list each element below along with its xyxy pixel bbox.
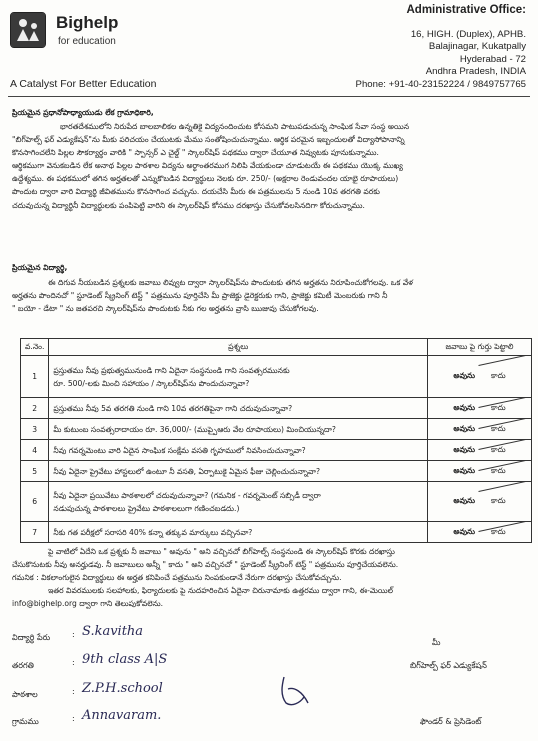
- school-label: పాఠశాల: [12, 690, 38, 699]
- question-line: ప్రస్తుతము నీవు ప్రభుత్వమునుండి గాని ఏదైనా సంస్థనుండి గాని సంవత్సరమునకు: [53, 365, 290, 375]
- note-line: info@bighelp.org ద్వారా గాని తెలుపుకోవలెను.: [12, 599, 164, 609]
- answer-options[interactable]: [428, 440, 532, 461]
- tick-mark: [478, 355, 525, 366]
- column-header-answer: జవాబు పై గుర్తు పెట్టాలి: [428, 339, 532, 356]
- village-label: గ్రామము: [12, 717, 39, 726]
- paragraph-line: ఆర్థికముగా వెనుకబడిన లేక అనాథ పిల్లల పాఠశాల విద్యను అర్థాంతరముగ నిలిపి వేయకుండా చూడుటయే ఈ పథకము యొక్క ముఖ్య: [12, 161, 403, 171]
- paragraph-line: " బయో - డేటా " ను జతపరచి స్కాలర్‌షిప్‌ను పొందుటకు నీకు గల అర్హతను వ్రాసి ఋజువు చేసుకోగలవు.: [12, 304, 319, 314]
- question-line: నీవు ఏదైనా ప్రయివేటు పాఠశాలలో చదువుచున్నావా? (గమనిక - గవర్నమెంట్ సబ్సిడీ ద్వారా: [53, 490, 321, 500]
- office-title: Administrative Office:: [406, 4, 526, 16]
- answer-yes[interactable]: అవును: [453, 371, 476, 380]
- signature: [278, 673, 318, 713]
- question-text: నీకు గత పరీక్షలో సరాసరి 40% కన్నా తక్కువ మార్కులు వచ్చినవా?: [49, 522, 428, 543]
- class-label: తరగతి: [12, 661, 34, 670]
- office-phone: Phone: +91-40-23152224 / 9849757765: [355, 78, 526, 90]
- salutation-headmaster: ప్రియమైన ప్రధానోపాధ్యాయుడు లేక గ్రామాధికారి,: [12, 108, 154, 117]
- answer-options[interactable]: [428, 482, 532, 522]
- paragraph-line: భారతదేశములోని నిరుపేద బాలబాలికల ఉన్నతికై విద్యనందించుట కోసమని పాటుపడుచున్న సాంఘిక సేవా సంస్థ అయిన: [60, 122, 410, 131]
- answer-no[interactable]: కాదు: [491, 371, 506, 380]
- paragraph-line: పొందుట ద్వారా వారి విద్యార్థి జీవితమును కొనసాగించ వచ్చును. దయచేసి మీరు ఈ పత్రములను 5 నుండి 10వ తరగతి వరకు: [12, 187, 380, 197]
- table-row: [21, 356, 532, 398]
- paragraph-line: ఈ దిగువ నీయబడిన ప్రశ్నలకు జవాబు లివ్వుట ద్వారా స్కాలర్‌షిప్‌ను పొందుటకు తగిన అర్హతను నిరూపించుకోగలవు. ఒక వేళ: [48, 278, 414, 287]
- table-header-row: [21, 339, 532, 356]
- answer-no[interactable]: కాదు: [491, 423, 506, 433]
- office-line: Hyderabad - 72: [459, 53, 526, 65]
- paragraph-line: ఉద్దేశ్యము. ఈ పథకములో తగిన అర్హతలతో ఎన్నుకొబడిన విద్యార్థులు నెలకు రూ. 250/- (అక్షరాల రెండువందల యాభై రూపాయలు): [12, 174, 399, 184]
- table-row: [21, 482, 532, 522]
- eligibility-questions-table: [20, 338, 532, 543]
- table-row: [21, 419, 532, 440]
- table-row: [21, 461, 532, 482]
- class-field[interactable]: 9th class A|S: [82, 652, 168, 667]
- note-line: గమనిక : వికలాంగులైన విద్యార్థులు ఈ అర్హత కనిపించే పత్రమును నింపకుండానే నేరుగా దరఖాస్తు చేసుకోవచ్చును.: [12, 573, 342, 583]
- answer-options[interactable]: [428, 356, 532, 398]
- answer-yes[interactable]: అవును: [453, 496, 476, 505]
- header-divider: [8, 96, 530, 97]
- village-field[interactable]: Annavaram.: [82, 708, 162, 723]
- office-address: [306, 4, 526, 92]
- question-line: నడుపుచున్న పాఠశాలలు ప్రైవేటు పాఠశాలలుగా గణించబడదు.): [53, 503, 240, 513]
- paragraph-line: చదువుచున్న విద్యార్థినీ విద్యార్థులకు పంపిపెట్టి వారిని ఈ స్కాలర్‌షిప్ కోసము దరఖాస్తు చేసుకోవలసినదిగా కోరుచున్నాము.: [12, 200, 365, 210]
- row-number: 5: [21, 461, 49, 482]
- office-line: 16, HIGH. (Duplex), APHB.: [410, 28, 526, 40]
- paragraph-line: అర్హతను పొందినచో " స్టూడెంట్ స్క్రీనింగ్ టెస్ట్ " పత్రమును పూర్తిచేసి మీ ప్రాజెక్టు డైరెక్టరుకు గాని, ప్రాజెక్టు కమిటీ మెంబరుకు గాని నీ: [12, 291, 388, 301]
- brand-name: Bighelp: [56, 13, 119, 32]
- question-text: నీవు ఏదైనా ప్రైవేటు హాస్టలులో ఉంటూ నీ వసతి, ఏర్పాటుకై ఏమైన ఫీజు చెల్లించుచున్నావా?: [49, 461, 428, 482]
- notes-section: [12, 545, 532, 610]
- note-line: పై వాటిలో ఏదేని ఒక ప్రశ్నకు నీ జవాబు " అవును " అని వచ్చినచో బిగ్‌హెల్ప్ సంస్థనుండి ఈ స్కాలర్‌షిప్ కొరకు దరఖాస్తు: [48, 547, 395, 556]
- answer-options[interactable]: [428, 461, 532, 482]
- answer-options[interactable]: [428, 419, 532, 440]
- answer-options[interactable]: [428, 522, 532, 543]
- salutation-student: ప్రియమైన విద్యార్థి,: [12, 263, 68, 272]
- note-line: ఇతర వివరములకు సలహాలకు, ఫిర్యాదులకు పై నుదహరించిన ఏదైనా చిరునామాకు ఉత్తరము ద్వారా గాని, ఈ-మెయిల్: [48, 586, 394, 596]
- colon: :: [72, 630, 75, 639]
- answer-no[interactable]: కాదు: [491, 402, 506, 412]
- letter-intro-paragraph: [12, 120, 530, 212]
- answer-yes[interactable]: అవును: [453, 402, 476, 412]
- student-name-field[interactable]: S.kavitha: [82, 624, 144, 639]
- row-number: 1: [21, 356, 49, 398]
- row-number: 7: [21, 522, 49, 543]
- answer-no[interactable]: కాదు: [491, 496, 506, 505]
- row-number: 3: [21, 419, 49, 440]
- answer-yes[interactable]: అవును: [453, 465, 476, 475]
- answer-no[interactable]: కాదు: [491, 444, 506, 454]
- signoff-organisation: బిగ్‌హెల్ప్ ఫర్ ఎడ్యుకేషన్: [410, 661, 487, 670]
- table-row: [21, 440, 532, 461]
- row-number: 2: [21, 398, 49, 419]
- note-line: చేసుకొనుటకు నీవు అనర్హుడవు. నీ జవాబులు అన్నీ " కాదు " అని వచ్చినచో " స్టూడెంట్ స్క్రీనింగ్ టెస్ట్ " పత్రమును పూర్తిచేయవలెను.: [12, 560, 399, 570]
- student-name-label: విద్యార్థి పేరు: [12, 633, 51, 642]
- student-instructions: [12, 276, 530, 315]
- question-text: మీ కుటుంబ సంవత్సరాదాయం రూ. 36,000/- (ముప్పైఆరు వేల రూపాయలు) మించియున్నదా?: [49, 419, 428, 440]
- question-text: నీవు గవర్నమెంటు వారి ఏదైన సాంఘిక సంక్షేమ వసతి గృహములో నివసించుచున్నావా?: [49, 440, 428, 461]
- colon: :: [72, 658, 75, 667]
- answer-no[interactable]: కాదు: [491, 465, 506, 475]
- office-line: Balajinagar, Kukatpally: [428, 41, 526, 53]
- answer-yes[interactable]: అవును: [453, 526, 476, 536]
- answer-options[interactable]: [428, 398, 532, 419]
- brand-subtitle: for education: [58, 36, 116, 47]
- answer-yes[interactable]: అవును: [453, 444, 476, 454]
- row-number: 6: [21, 482, 49, 522]
- signoff-yours: మీ: [432, 638, 441, 647]
- question-text: ప్రస్తుతము నీవు 5వ తరగతి నుండి గాని 10వ తరగతిపైనా గాని చదువుచున్నావా?: [49, 398, 428, 419]
- colon: :: [72, 687, 75, 696]
- table-row: [21, 398, 532, 419]
- row-number: 4: [21, 440, 49, 461]
- table-row: [21, 522, 532, 543]
- column-header-questions: ప్రశ్నలు: [49, 339, 428, 356]
- question-text: [49, 356, 428, 398]
- answer-no[interactable]: కాదు: [491, 526, 506, 536]
- bighelp-logo-icon: [10, 12, 46, 48]
- signoff-founder: ఫౌండర్ & ప్రెసిడెంట్: [420, 717, 482, 726]
- question-text: [49, 482, 428, 522]
- tagline: A Catalyst For Better Education: [10, 78, 157, 90]
- question-line: రూ. 500/-లకు మించి సహాయం / స్కాలర్‌షిప్‌ను పొందుచున్నావా?: [53, 378, 250, 388]
- office-line: Andhra Pradesh, INDIA: [425, 66, 526, 78]
- colon: :: [72, 714, 75, 723]
- tick-mark: [478, 481, 525, 492]
- school-field[interactable]: Z.P.H.school: [82, 681, 163, 696]
- paragraph-line: "బిగ్‌హెల్ప్ ఫర్ ఎడ్యుకేషన్"ను మీకు పరిచయం చేయుటకు మేము సంతోషించుచున్నాము. ఆర్థిక పరమైన ఇబ్బందులతో విద్యాసోపానాన్ని: [12, 135, 405, 145]
- answer-yes[interactable]: అవును: [453, 423, 476, 433]
- paragraph-line: కొనసాగించలేని పిల్లల సౌకర్యార్థం వారికి " స్పాన్సర్ ఎ చైల్డ్ " స్కాలర్‌షిప్ పథకము ద్వారా చేయూత నివ్వుటకు పూనుకున్నాము.: [12, 148, 379, 158]
- column-header-number: వ.నెం.: [21, 339, 49, 356]
